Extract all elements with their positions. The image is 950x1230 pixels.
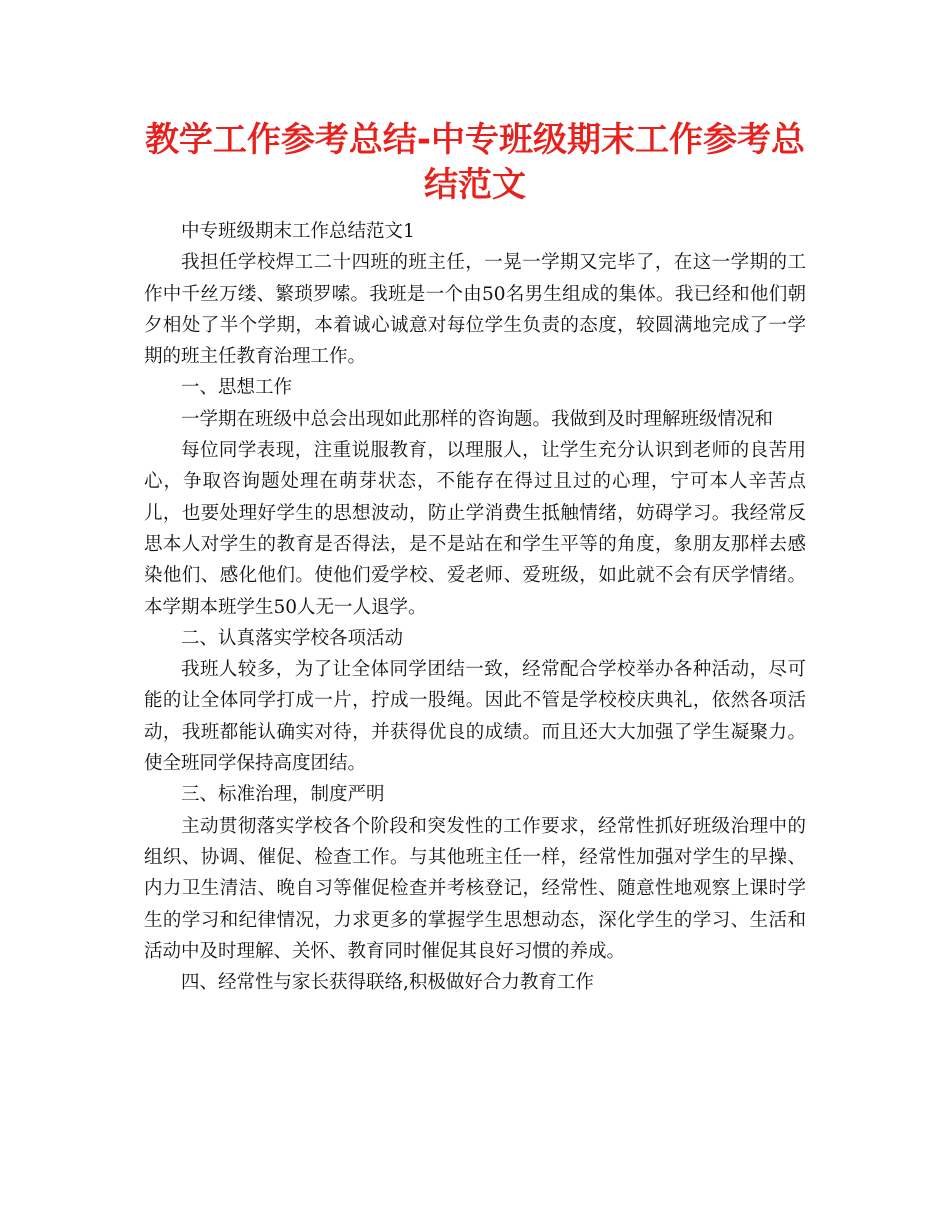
section-heading: 二、认真落实学校各项活动 — [181, 627, 404, 649]
section-heading: 四、经常性与家长获得联络,积极做好合力教育工作 — [181, 972, 594, 994]
document-title: 教学工作参考总结-中专班级期末工作参考总结范文 — [144, 120, 806, 205]
section-heading: 三、标准治理，制度严明 — [181, 784, 385, 806]
section-heading: 一、思想工作 — [181, 377, 293, 399]
paragraph: 主动贯彻落实学校各个阶段和突发性的工作要求，经常性抓好班级治理中的组织、协调、催促、检查工作。与其他班主任一样，经常性加强对学生的早操、内力卫生清洁、晚自习等催促检查并考核登记，经常性、随意性地观察上课时学生的学习和纪律情况，力求更多的掌握学生思想动态，深化学生的学习、生活和活动中及时理解、关怀、教育同时催促其良好习惯的养成。 — [144, 815, 806, 962]
document-page — [144, 118, 806, 998]
paragraph: 我担任学校焊工二十四班的班主任，一晃一学期又完毕了，在这一学期的工作中千丝万缕、繁琐罗嗦。我班是一个由50名男生组成的集体。我已经和他们朝夕相处了半个学期，本着诚心诚意对每位学生负责的态度，较圆满地完成了一学期的班主任教育治理工作。 — [144, 252, 806, 368]
paragraph: 我班人较多，为了让全体同学团结一致，经常配合学校举办各种活动，尽可能的让全体同学打成一片，拧成一股绳。因此不管是学校校庆典礼，依然各项活动，我班都能认确实对待，并获得优良的成绩。而且还大大加强了学生凝聚力。使全班同学保持高度团结。 — [144, 659, 806, 775]
document-subtitle: 中专班级期末工作总结范文1 — [181, 221, 415, 242]
paragraph: 一学期在班级中总会出现如此那样的咨询题。我做到及时理解班级情况和 — [181, 408, 774, 430]
paragraph: 每位同学表现，注重说服教育，以理服人，让学生充分认识到老师的良苦用心，争取咨询题处理在萌芽状态，不能存在得过且过的心理，宁可本人辛苦点儿，也要处理好学生的思想波动，防止学消费生抵触情绪，妨碍学习。我经常反思本人对学生的教育是否得法，是不是站在和学生平等的角度，象朋友那样去感染他们、感化他们。使他们爱学校、爱老师、爱班级，如此就不会有厌学情绪。本学期本班学生50人无一人退学。 — [144, 440, 806, 618]
